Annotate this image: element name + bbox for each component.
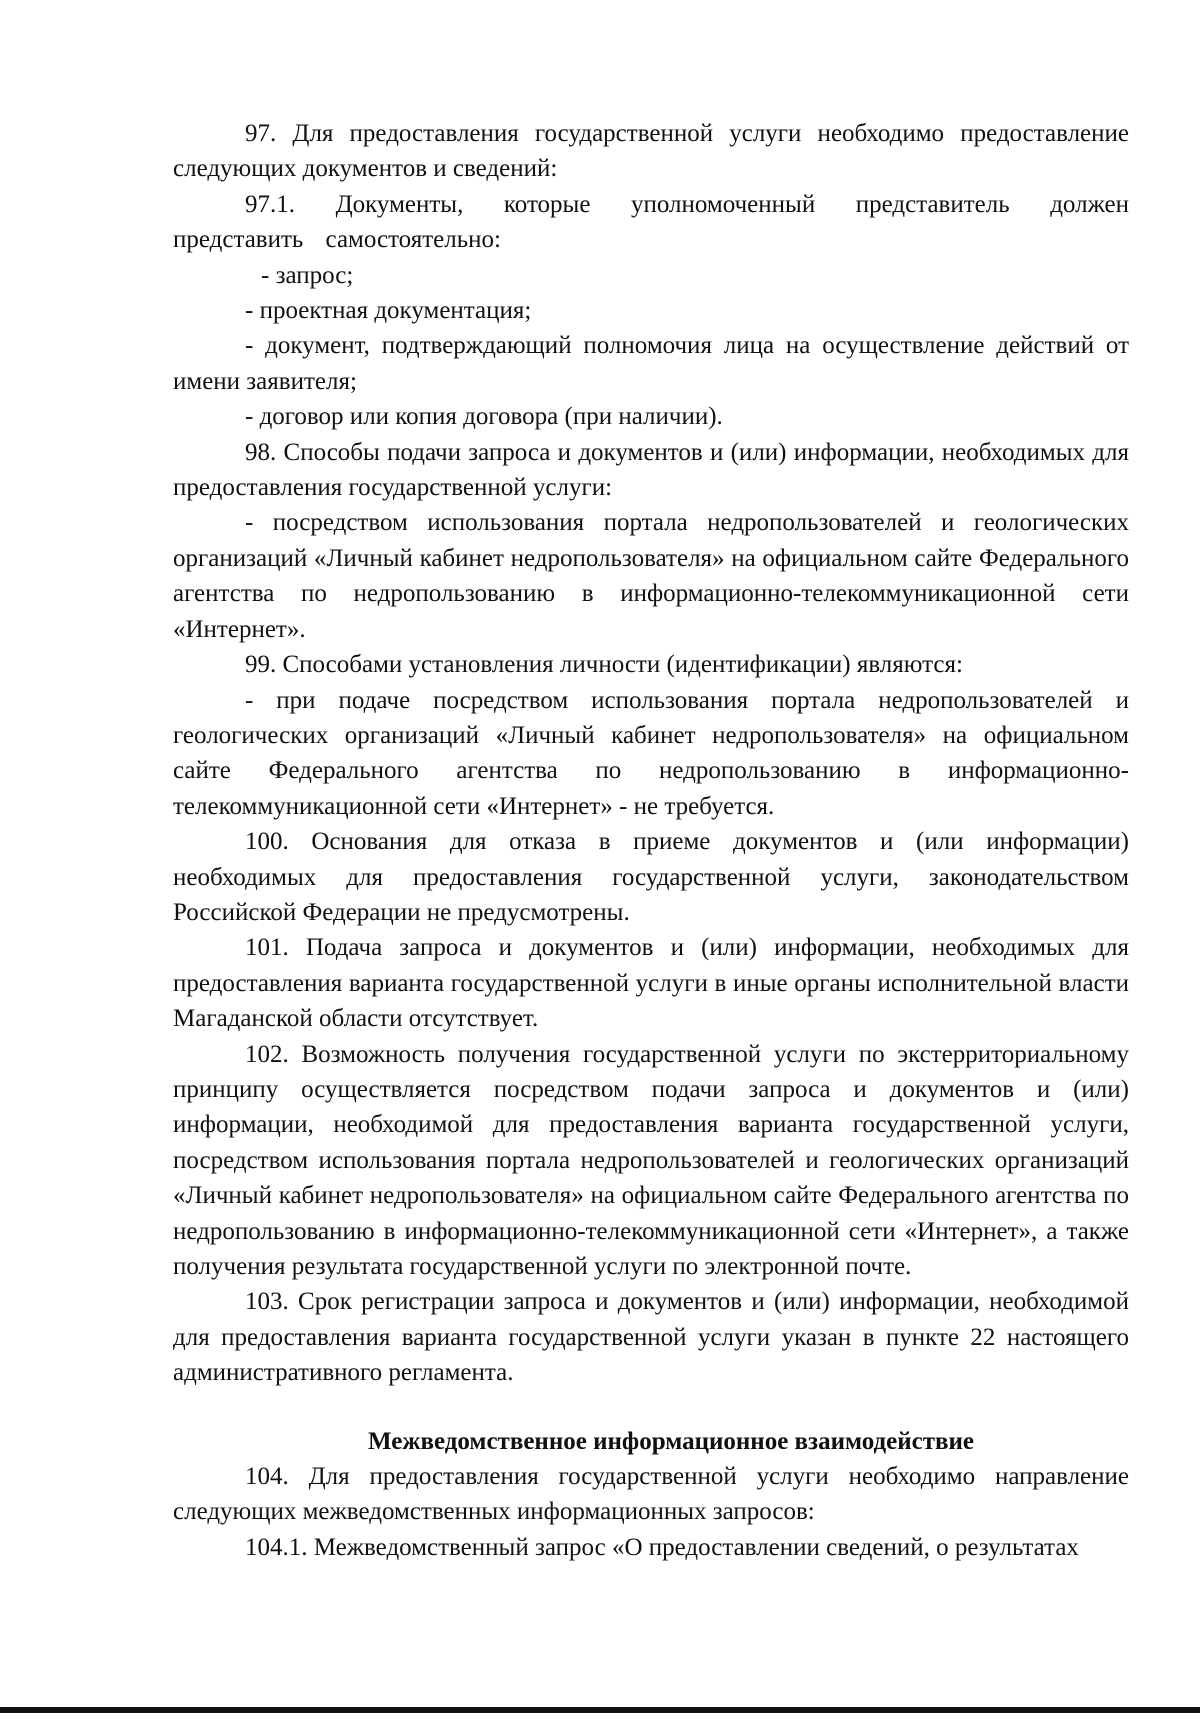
paragraph-97: 97. Для предоставления государственной услуги необходимо предоставление следующих документов и сведений: — [173, 120, 1129, 183]
list-item-identification: - при подаче посредством использования портала недропользователей и геологических организаций «Личный кабинет недропользователя» на официальном сайте Федерального агентства по недропользованию в информационно-телекоммуникационной сети «Интернет» - не требуется. — [173, 686, 1129, 820]
section-heading: Межведомственное информационное взаимодействие — [368, 1427, 974, 1455]
paragraph-103: 103. Срок регистрации запроса и документов и (или) информации, необходимой для предоставления варианта государственной услуги указан в пункте 22 настоящего административного регламента. — [173, 1288, 1129, 1387]
paragraph-104-1: 104.1. Межведомственный запрос «О предоставлении сведений, о результатах — [245, 1533, 1079, 1561]
paragraph-100: 100. Основания для отказа в приеме документов и (или информации) необходимых для предоставления государственной услуги, законодательством Российской Федерации не предусмотрены. — [173, 828, 1129, 926]
paragraph-99: 99. Способами установления личности (идентификации) являются: — [245, 651, 963, 679]
list-item-portal-submission: - посредством использования портала недропользователей и геологических организаций «Личный кабинет недропользователя» на официальном сайте Федерального агентства по недропользованию в информационно-телекоммуникационной сети «Интернет». — [173, 509, 1129, 643]
paragraph-102: 102. Возможность получения государственной услуги по экстерриториальному принципу осуществляется посредством подачи запроса и документов и (или) информации, необходимой для предоставления варианта государственной услуги, посредством использования портала недропользователей и геологических организаций «Личный кабинет недропользователя» на официальном сайте Федерального агентства по недропользованию в информационно-телекоммуникационной сети «Интернет», а также получения результата государственной услуги по электронной почте. — [173, 1040, 1129, 1280]
paragraph-101: 101. Подача запроса и документов и (или) информации, необходимых для предоставления варианта государственной услуги в иные органы исполнительной власти Магаданской области отсутствует. — [173, 934, 1129, 1033]
paragraph-97-1: 97.1. Документы, которые уполномоченный представитель должен представить самостоятельно: — [173, 190, 1129, 254]
list-item-project-docs: - проектная документация; — [245, 297, 532, 325]
list-item-authority-document: - документ, подтверждающий полномочия лица на осуществление действий от имени заявителя; — [173, 332, 1129, 395]
paragraph-98: 98. Способы подачи запроса и документов и (или) информации, необходимых для предоставления государственной услуги: — [173, 438, 1129, 502]
document-page — [173, 116, 1129, 1565]
page-bottom-border — [0, 1707, 1200, 1713]
list-item-contract: - договор или копия договора (при наличии). — [245, 403, 723, 431]
list-item-request: - запрос; — [261, 261, 354, 289]
paragraph-104: 104. Для предоставления государственной услуги необходимо направление следующих межведомственных информационных запросов: — [173, 1463, 1129, 1526]
